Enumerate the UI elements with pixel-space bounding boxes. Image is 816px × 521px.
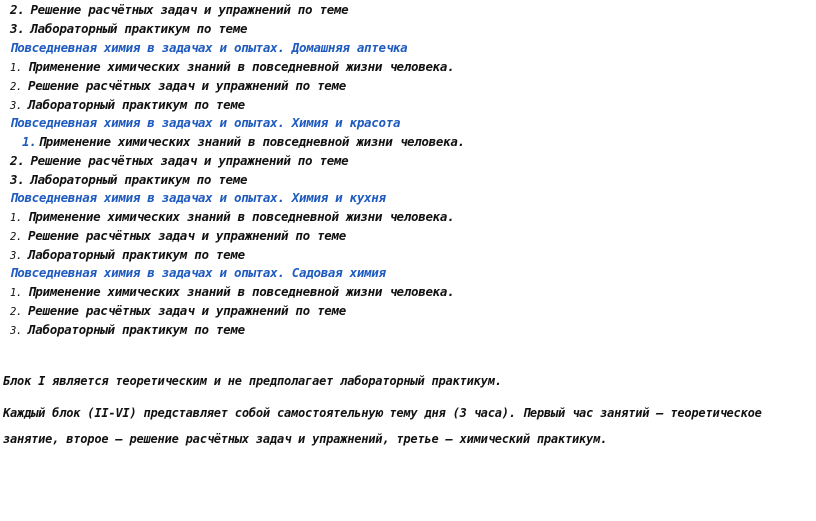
list-item — [10, 77, 346, 95]
list-item-number: 2. — [10, 81, 23, 93]
list-item-text: Лабораторный практикум по теме — [30, 21, 248, 36]
list-item — [10, 171, 247, 189]
note-paragraph: Каждый блок (II-VI) представляет собой самостоятельную тему дня (3 часа). Первый час занятий – теоретическое занятие, второе – решение расчётных задач и упражнений, третье – химический практикум. — [3, 406, 762, 446]
list-item-number: 1. — [10, 212, 23, 224]
list-item-text: Решение расчётных задач и упражнений по теме — [28, 303, 346, 318]
list-item-text: Решение расчётных задач и упражнений по теме — [30, 2, 349, 17]
section-heading: Повседневная химия в задачах и опытах. Садовая химия — [10, 265, 386, 280]
note-paragraph: Блок I является теоретическим и не предполагает лабораторный практикум. — [3, 374, 502, 388]
list-item — [10, 152, 348, 170]
list-item-number: 3. — [10, 100, 23, 112]
list-item-number: 1. — [22, 134, 37, 149]
list-item-number: 2. — [10, 2, 25, 17]
list-item-number: 3. — [10, 250, 23, 262]
list-item-number: 1. — [10, 287, 23, 299]
list-item — [10, 321, 245, 339]
list-item-text: Применение химических знаний в повседневной жизни человека. — [38, 134, 465, 149]
list-item — [10, 96, 245, 114]
section-heading: Повседневная химия в задачах и опытах. Химия и кухня — [10, 190, 386, 205]
list-item-text: Лабораторный практикум по теме — [28, 247, 245, 262]
list-item-text: Лабораторный практикум по теме — [28, 322, 245, 337]
list-item-text: Применение химических знаний в повседневной жизни человека. — [28, 284, 455, 299]
list-item-text: Лабораторный практикум по теме — [28, 97, 245, 112]
list-item — [10, 20, 247, 38]
list-item-text: Решение расчётных задач и упражнений по теме — [28, 228, 346, 243]
list-item-number: 3. — [10, 325, 23, 337]
list-item-number: 1. — [10, 62, 23, 74]
section-heading: Повседневная химия в задачах и опытах. Химия и красота — [10, 115, 401, 130]
section-heading: Повседневная химия в задачах и опытах. Домашняя аптечка — [10, 40, 408, 55]
list-item — [10, 302, 346, 320]
list-item-text: Лабораторный практикум по теме — [30, 172, 248, 187]
list-item-number: 3. — [10, 172, 25, 187]
list-item — [10, 208, 454, 226]
list-item — [10, 1, 348, 19]
list-item-number: 2. — [10, 153, 25, 168]
list-item-number: 2. — [10, 306, 23, 318]
list-item — [10, 227, 346, 245]
list-item-number: 2. — [10, 231, 23, 243]
list-item — [22, 133, 465, 151]
list-item-number: 3. — [10, 21, 25, 36]
list-item — [10, 58, 454, 76]
list-item-text: Решение расчётных задач и упражнений по теме — [28, 78, 346, 93]
list-item — [10, 283, 454, 301]
list-item-text: Применение химических знаний в повседневной жизни человека. — [28, 59, 455, 74]
list-item — [10, 246, 245, 264]
list-item-text: Применение химических знаний в повседневной жизни человека. — [28, 209, 455, 224]
list-item-text: Решение расчётных задач и упражнений по теме — [30, 153, 349, 168]
